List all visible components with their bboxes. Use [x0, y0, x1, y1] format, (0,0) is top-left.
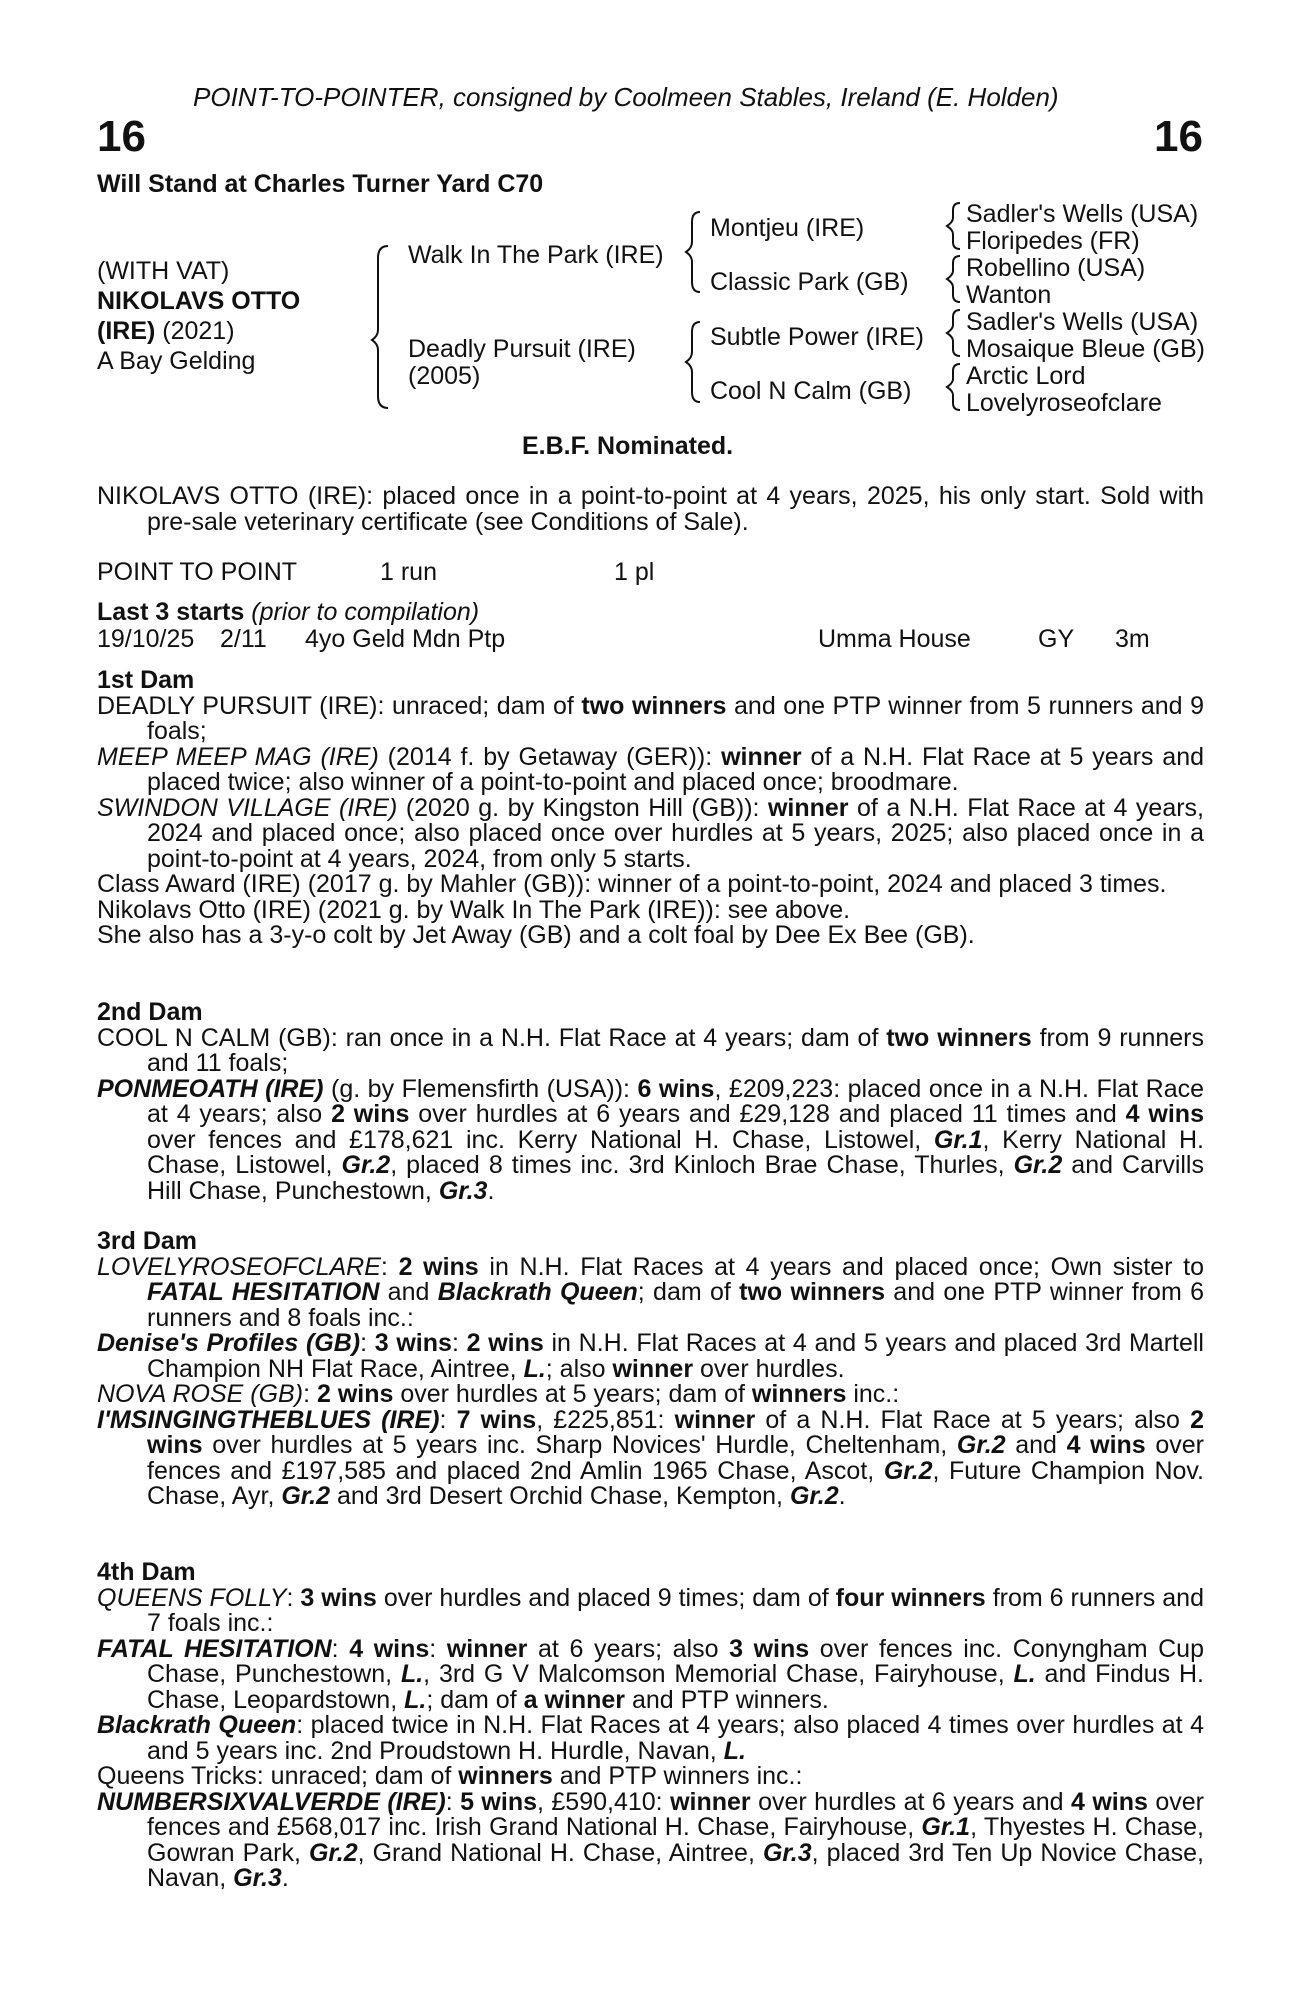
last-starts-note: (prior to compilation)	[244, 598, 480, 626]
third-dam-grandproduce-1: I'MSINGINGTHEBLUES (IRE): 7 wins, £225,851: winner of a N.H. Flat Race at 5 years; also 2 wins over hurdles at 5 years inc. Sharp Novices' Hurdle, Cheltenham, Gr.2 and 4 wins over fences and £197,585 and placed 2nd Amlin 1965 Chase, Ascot, Gr.2, Future Champion Nov. Chase, Ayr, Gr.2 and 3rd Desert Orchid Chase, Kempton, Gr.2.	[97, 1405, 1204, 1510]
bracket-main	[372, 246, 388, 408]
first-dam-produce-3: Class Award (IRE) (2017 g. by Mahler (GB)): winner of a point-to-point, 2024 and placed 3 times.	[97, 870, 1167, 898]
stand-location: Will Stand at Charles Turner Yard C70	[97, 170, 544, 198]
fourth-dam-intro: QUEENS FOLLY: 3 wins over hurdles and placed 9 times; dam of four winners from 6 runners and 7 foals inc.:	[97, 1583, 1204, 1637]
bracket-g2	[947, 256, 960, 302]
first-dam-produce-2: SWINDON VILLAGE (IRE) (2020 g. by Kingston Hill (GB)): winner of a N.H. Flat Race at 4 years, 2024 and placed once; also placed once over hurdles at 5 years, 2025; also placed once in a point-to-point at 4 years, 2024, from only 5 starts.	[97, 793, 1204, 873]
record-placed: 1 pl	[614, 558, 655, 586]
pedigree-gg8: Lovelyroseofclare	[966, 389, 1162, 417]
horse-description: A Bay Gelding	[97, 347, 256, 375]
pedigree-dam-name: Deadly Pursuit (IRE)	[408, 335, 636, 363]
record-runs: 1 run	[380, 558, 437, 586]
lot-number-right: 16	[1154, 112, 1203, 161]
third-dam-section	[97, 1229, 1204, 1510]
last-starts-heading	[97, 597, 479, 627]
pedigree-gg1: Sadler's Wells (USA)	[966, 200, 1199, 228]
pedigree-gg6: Mosaique Bleue (GB)	[966, 335, 1206, 363]
start-going: GY	[1038, 625, 1075, 653]
horse-name: NIKOLAVS OTTO	[97, 287, 301, 315]
vat-note: (WITH VAT)	[97, 257, 230, 285]
bracket-g1	[947, 203, 960, 249]
third-dam-produce-2: NOVA ROSE (GB): 2 wins over hurdles at 5 years; dam of winners inc.:	[97, 1380, 900, 1408]
first-dam-heading: 1st Dam	[97, 666, 195, 694]
bracket-dam	[686, 322, 700, 402]
start-race: 4yo Geld Mdn Ptp	[305, 625, 506, 653]
fourth-dam-produce-1: FATAL HESITATION: 4 wins: winner at 6 years; also 3 wins over fences inc. Conyngham Cup Chase, Punchestown, L., 3rd G V Malcomson Memorial Chase, Fairyhouse, L. and Findus H. Chase, Leopardstown, L.; dam of a winner and PTP winners.	[97, 1634, 1204, 1714]
fourth-dam-produce-2: Blackrath Queen: placed twice in N.H. Flat Races at 4 years; also placed 4 times over hurdles at 4 and 5 years inc. 2nd Proudstown H. Hurdle, Navan, L.	[97, 1711, 1204, 1765]
fourth-dam-produce-3: Queens Tricks: unraced; dam of winners and PTP winners inc.:	[97, 1762, 803, 1790]
first-dam-produce-1: MEEP MEEP MAG (IRE) (2014 f. by Getaway (GER)): winner of a N.H. Flat Race at 5 years and placed twice; also winner of a point-to-point and placed once; broodmare.	[97, 742, 1205, 796]
first-dam-note: She also has a 3-y-o colt by Jet Away (GB) and a colt foal by Dee Ex Bee (GB).	[97, 921, 975, 949]
start-distance: 3m	[1115, 625, 1150, 653]
summary-text: NIKOLAVS OTTO (IRE): placed once in a point-to-point at 4 years, 2025, his only start. Sold with pre-sale veterinary certificate (see Conditions of Sale).	[97, 482, 1204, 536]
fourth-dam-grandproduce-1: NUMBERSIXVALVERDE (IRE): 5 wins, £590,410: winner over hurdles at 6 years and 4 wins over fences and £568,017 inc. Irish Grand National H. Chase, Fairyhouse, Gr.1, Thyestes H. Chase, Gowran Park, Gr.2, Grand National H. Chase, Aintree, Gr.3, placed 3rd Ten Up Novice Chase, Navan, Gr.3.	[97, 1787, 1204, 1892]
horse-foaled-year: (2021)	[155, 317, 235, 345]
pedigree-gg7: Arctic Lord	[966, 362, 1086, 390]
pedigree-gg3: Robellino (USA)	[966, 254, 1146, 282]
pedigree-dam-year: (2005)	[408, 362, 481, 390]
fourth-dam-heading: 4th Dam	[97, 1558, 196, 1586]
start-course: Umma House	[818, 625, 971, 653]
second-dam-produce-1: PONMEOATH (IRE) (g. by Flemensfirth (USA)): 6 wins, £209,223: placed once in a N.H. Flat Race at 4 years; also 2 wins over hurdles at 6 years and £29,128 and placed 11 times and 4 wins over fences and £178,621 inc. Kerry National H. Chase, Listowel, Gr.1, Kerry National H. Chase, Listowel, Gr.2, placed 8 times inc. 3rd Kinloch Brae Chase, Thurles, Gr.2 and Carvills Hill Chase, Punchestown, Gr.3.	[97, 1074, 1204, 1205]
start-position: 2/11	[220, 625, 267, 653]
pedigree-dam-sire: Subtle Power (IRE)	[710, 323, 924, 351]
second-dam-section	[97, 1000, 1204, 1204]
second-dam-intro: COOL N CALM (GB): ran once in a N.H. Flat Race at 4 years; dam of two winners from 9 runners and 11 foals;	[97, 1023, 1204, 1077]
pedigree-dam-dam: Cool N Calm (GB)	[710, 377, 912, 405]
first-dam-intro: DEADLY PURSUIT (IRE): unraced; dam of two winners and one PTP winner from 5 runners and 9 foals;	[97, 691, 1204, 745]
third-dam-heading: 3rd Dam	[97, 1227, 198, 1255]
second-dam-heading: 2nd Dam	[97, 998, 203, 1026]
pedigree-dam	[408, 336, 636, 390]
catalogue-header: POINT-TO-POINTER, consigned by Coolmeen Stables, Ireland (E. Holden)	[193, 82, 1059, 112]
pedigree-gg5: Sadler's Wells (USA)	[966, 308, 1199, 336]
bracket-g4	[947, 364, 960, 410]
lot-number-left: 16	[97, 112, 146, 161]
race-summary	[97, 484, 1204, 535]
pedigree-sire-dam: Classic Park (GB)	[710, 268, 909, 296]
pedigree-sire: Walk In The Park (IRE)	[408, 241, 664, 269]
ebf-nominated: E.B.F. Nominated.	[522, 432, 734, 460]
pedigree-gg2: Floripedes (FR)	[966, 227, 1140, 255]
last-starts-title: Last 3 starts	[97, 598, 245, 626]
third-dam-produce-1: Denise's Profiles (GB): 3 wins: 2 wins in N.H. Flat Races at 4 and 5 years and placed 3rd Martell Champion NH Flat Race, Aintree, L.; also winner over hurdles.	[97, 1329, 1204, 1383]
start-date: 19/10/25	[97, 625, 195, 653]
pedigree-sire-sire: Montjeu (IRE)	[710, 214, 865, 242]
pedigree-gg4: Wanton	[966, 281, 1052, 309]
bracket-sire	[686, 212, 700, 292]
first-dam-produce-4: Nikolavs Otto (IRE) (2021 g. by Walk In The Park (IRE)): see above.	[97, 895, 851, 924]
record-label: POINT TO POINT	[97, 558, 298, 586]
third-dam-intro: LOVELYROSEOFCLARE: 2 wins in N.H. Flat Races at 4 years and placed once; Own sister to FATAL HESITATION and Blackrath Queen; dam of two winners and one PTP winner from 6 runners and 8 foals inc.:	[97, 1252, 1204, 1332]
bracket-g3	[947, 310, 960, 356]
first-dam-section	[97, 668, 1204, 949]
horse-origin: (IRE)	[97, 317, 156, 345]
fourth-dam-section	[97, 1560, 1204, 1892]
